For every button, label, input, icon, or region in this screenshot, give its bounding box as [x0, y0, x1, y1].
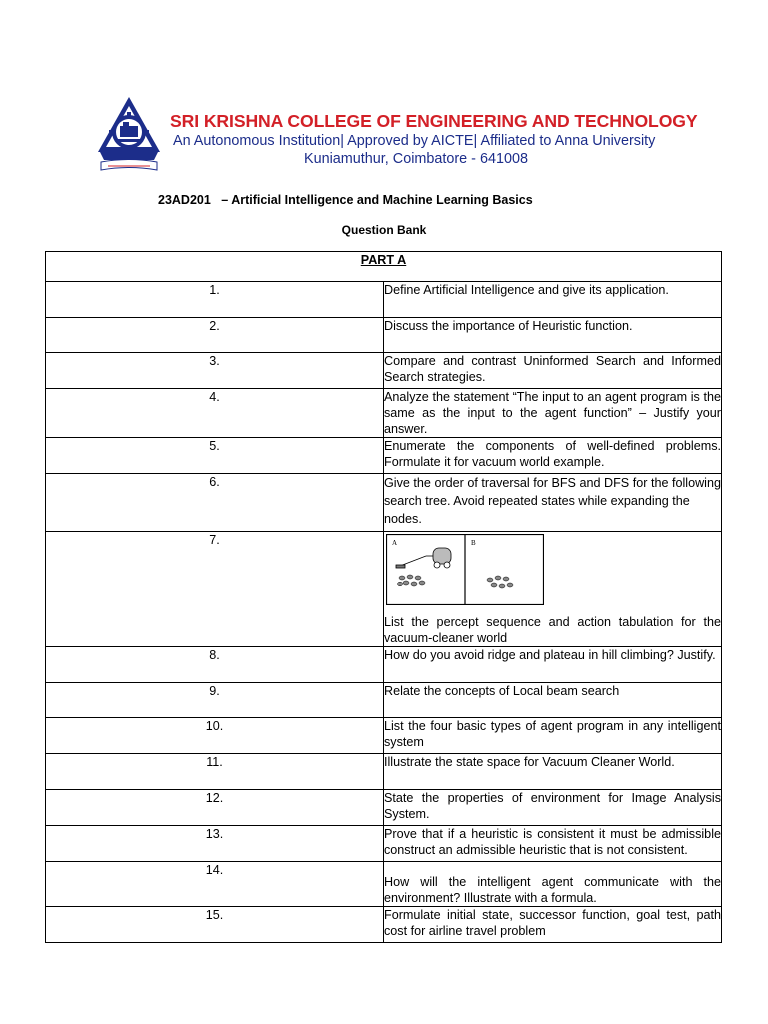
- square-label-b: B: [471, 539, 476, 547]
- question-text: How will the intelligent agent communicate with the environment? Illustrate with a formula.: [384, 862, 722, 907]
- table-row: [46, 474, 722, 532]
- college-header: [96, 96, 696, 176]
- table-row: [46, 790, 722, 826]
- question-text: Prove that if a heuristic is consistent it must be admissible construct an admissible heuristic that is not consistent.: [384, 826, 722, 862]
- question-number: 2.: [46, 318, 384, 353]
- question-number: 6.: [46, 474, 384, 532]
- question-text: Formulate initial state, successor function, goal test, path cost for airline travel problem: [384, 907, 722, 943]
- question-cell: [384, 532, 722, 647]
- table-row: [46, 282, 722, 318]
- document-title: Question Bank: [341, 223, 427, 237]
- table-row: [46, 907, 722, 943]
- table-row: [46, 389, 722, 438]
- question-number: 13.: [46, 826, 384, 862]
- table-row: [46, 754, 722, 790]
- question-table: [45, 251, 722, 943]
- college-address: Kuniamuthur, Coimbatore - 641008: [304, 151, 528, 167]
- question-number: 4.: [46, 389, 384, 438]
- question-number: 9.: [46, 683, 384, 718]
- square-label-a: A: [392, 539, 398, 547]
- table-row: [46, 862, 722, 907]
- question-text: Give the order of traversal for BFS and DFS for the following search tree. Avoid repeated states while expanding the: [384, 476, 721, 508]
- table-row: [46, 647, 722, 683]
- table-row: [46, 683, 722, 718]
- question-number: 10.: [46, 718, 384, 754]
- table-row: [46, 318, 722, 353]
- question-text-continued: nodes.: [384, 512, 422, 526]
- question-number: 14.: [46, 862, 384, 907]
- question-number: 7.: [46, 532, 384, 647]
- question-number: 1.: [46, 282, 384, 318]
- question-text: Define Artificial Intelligence and give its application.: [384, 282, 722, 318]
- question-text: How do you avoid ridge and plateau in hill climbing? Justify.: [384, 647, 722, 683]
- question-number: 15.: [46, 907, 384, 943]
- question-text: State the properties of environment for Image Analysis System.: [384, 790, 722, 826]
- vacuum-world-figure: [386, 534, 544, 605]
- part-label: PART A: [46, 252, 722, 282]
- question-text: List the percept sequence and action tabulation for the vacuum-cleaner world: [384, 615, 721, 645]
- table-row: [46, 826, 722, 862]
- question-number: 11.: [46, 754, 384, 790]
- question-text: Illustrate the state space for Vacuum Cleaner World.: [384, 754, 722, 790]
- question-text: Analyze the statement “The input to an agent program is the same as the input to the agent function” – Justify your answer.: [384, 390, 721, 436]
- question-text: Discuss the importance of Heuristic function.: [384, 318, 722, 353]
- question-cell: [384, 474, 722, 532]
- question-text: Relate the concepts of Local beam search: [384, 683, 722, 718]
- college-emblem-icon: [96, 96, 162, 174]
- question-text: Compare and contrast Uninformed Search and Informed Search strategies.: [384, 353, 722, 389]
- college-subtitle: An Autonomous Institution| Approved by AICTE| Affiliated to Anna University: [173, 133, 656, 149]
- question-number: 5.: [46, 438, 384, 474]
- table-row: [46, 438, 722, 474]
- question-number: 12.: [46, 790, 384, 826]
- college-name: SRI KRISHNA COLLEGE OF ENGINEERING AND TECHNOLOGY: [170, 111, 698, 131]
- question-number: 3.: [46, 353, 384, 389]
- course-title: 23AD201 – Artificial Intelligence and Machine Learning Basics: [158, 193, 533, 207]
- part-header-row: [46, 252, 722, 282]
- table-row: [46, 718, 722, 754]
- question-text: List the four basic types of agent program in any intelligent system: [384, 718, 722, 754]
- table-row: [46, 532, 722, 647]
- question-text: Enumerate the components of well-defined problems. Formulate it for vacuum world example.: [384, 438, 722, 474]
- table-row: [46, 353, 722, 389]
- question-number: 8.: [46, 647, 384, 683]
